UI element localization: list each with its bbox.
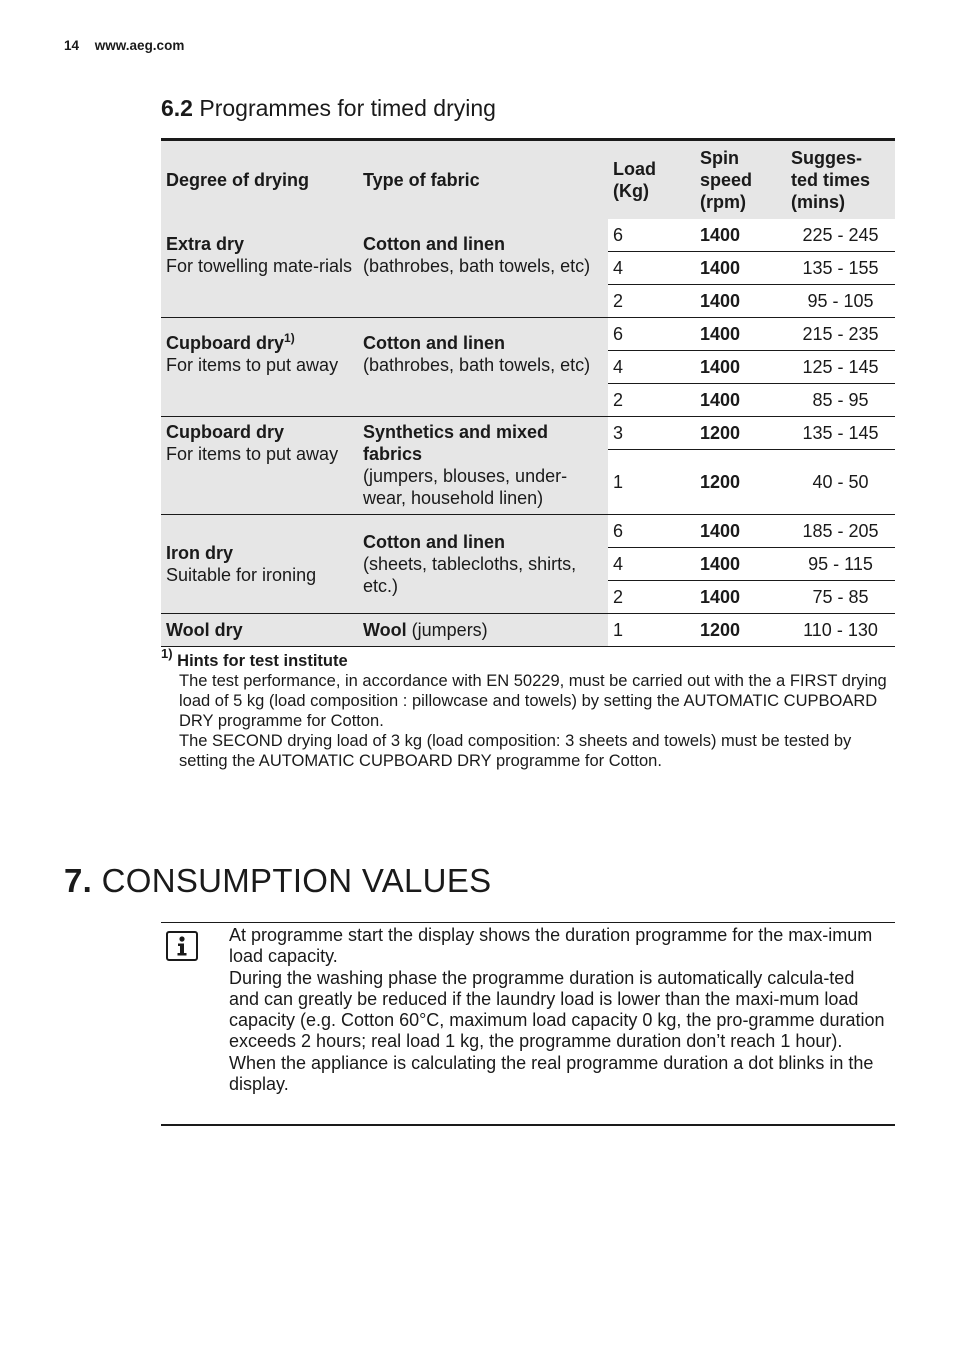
footnote-paragraph: The test performance, in accordance with EN 50229, must be carried out with the a FIRST drying load of 5 kg (load composition : pillowcase and towels) by setting the AUTOMATIC CUPBOARD DRY programme for Cotton. — [179, 672, 887, 730]
section-title — [161, 95, 496, 122]
spin-cell: 1400 — [695, 515, 786, 548]
info-box — [161, 922, 895, 1126]
load-cell: 6 — [608, 219, 695, 252]
time-cell: 85 - 95 — [786, 384, 895, 417]
footnote-paragraph: The SECOND drying load of 3 kg (load composition: 3 sheets and towels) must be tested by setting the AUTOMATIC CUPBOARD DRY programme for Cotton. — [179, 732, 852, 770]
spin-cell: 1400 — [695, 285, 786, 318]
time-cell: 135 - 145 — [786, 417, 895, 450]
info-text — [229, 925, 889, 1095]
header-spin: Spin speed (rpm) — [695, 140, 786, 220]
chapter-title-text: CONSUMPTION VALUES — [101, 862, 492, 899]
time-cell: 95 - 105 — [786, 285, 895, 318]
table-header-row — [161, 140, 895, 220]
footnote-heading: $^{1)}$ Hints for test institute — [161, 645, 348, 670]
time-cell: 135 - 155 — [786, 252, 895, 285]
load-cell: 1 — [608, 450, 695, 515]
time-cell: 215 - 235 — [786, 318, 895, 351]
load-cell: 6 — [608, 515, 695, 548]
table-row — [161, 614, 895, 647]
load-cell: 4 — [608, 252, 695, 285]
load-cell: 4 — [608, 351, 695, 384]
load-cell: 4 — [608, 548, 695, 581]
time-cell: 40 - 50 — [786, 450, 895, 515]
time-cell: 125 - 145 — [786, 351, 895, 384]
degree-cell: Cupboard dry For items to put away — [161, 417, 358, 515]
time-cell: 185 - 205 — [786, 515, 895, 548]
time-cell: 75 - 85 — [786, 581, 895, 614]
table-row — [161, 219, 895, 252]
spin-cell: 1400 — [695, 351, 786, 384]
website-link[interactable]: www.aeg.com — [94, 38, 185, 53]
section-number: 6.2 — [161, 95, 193, 121]
spin-cell: 1400 — [695, 318, 786, 351]
info-paragraph: When the appliance is calculating the real programme duration a dot blinks in the display. — [229, 1052, 874, 1095]
load-cell: 3 — [608, 417, 695, 450]
spin-cell: 1400 — [695, 219, 786, 252]
degree-cell: Wool dry — [161, 614, 358, 647]
table-row — [161, 515, 895, 548]
fabric-cell: Cotton and linen (bathrobes, bath towels, etc) — [358, 318, 608, 417]
footnote — [161, 645, 901, 771]
time-cell: 110 - 130 — [786, 614, 895, 647]
table-row — [161, 417, 895, 450]
page-header — [64, 38, 184, 53]
spin-cell: 1200 — [695, 614, 786, 647]
fabric-cell: Wool (jumpers) — [358, 614, 608, 647]
footnote-marker: 1) — [161, 645, 173, 661]
load-cell: 2 — [608, 581, 695, 614]
time-cell: 95 - 115 — [786, 548, 895, 581]
degree-cell: Iron dry Suitable for ironing — [161, 515, 358, 614]
load-cell: 6 — [608, 318, 695, 351]
fabric-cell: Cotton and linen (sheets, tablecloths, shirts, etc.) — [358, 515, 608, 614]
footnote-ref: 1) — [284, 331, 295, 345]
info-paragraph: During the washing phase the programme duration is automatically calcula-ted and can greatly be reduced if the laundry load is lower than the maxi-mum load capacity (e.g. Cotton 60°C, maximum load capacity 0 kg, the pro-gramme duration exceeds 2 hours; real load 1 kg, the programme duration don’t reach 1 hour). — [229, 967, 885, 1052]
info-paragraph: At programme start the display shows the duration programme for the max-imum load capacity. — [229, 925, 873, 967]
spin-cell: 1200 — [695, 450, 786, 515]
chapter-title — [64, 862, 491, 900]
degree-cell: Extra dry For towelling mate-rials — [161, 219, 358, 318]
time-cell: 225 - 245 — [786, 219, 895, 252]
spin-cell: 1400 — [695, 581, 786, 614]
spin-cell: 1200 — [695, 417, 786, 450]
fabric-cell: Cotton and linen (bathrobes, bath towels, etc) — [358, 219, 608, 318]
timed-drying-table — [161, 138, 895, 647]
table-row — [161, 318, 895, 351]
load-cell: 2 — [608, 384, 695, 417]
page-number: 14 — [64, 38, 80, 53]
info-icon — [166, 931, 198, 961]
spin-cell: 1400 — [695, 548, 786, 581]
chapter-number: 7. — [64, 862, 93, 899]
load-cell: 1 — [608, 614, 695, 647]
spin-cell: 1400 — [695, 384, 786, 417]
section-title-text: Programmes for timed drying — [199, 95, 496, 121]
load-cell: 2 — [608, 285, 695, 318]
header-degree: Degree of drying — [161, 140, 358, 220]
fabric-cell: Synthetics and mixed fabrics (jumpers, blouses, under-wear, household linen) — [358, 417, 608, 515]
degree-cell: Cupboard dry$^{1)}$ For items to put away — [161, 318, 358, 417]
spin-cell: 1400 — [695, 252, 786, 285]
header-fabric: Type of fabric — [358, 140, 608, 220]
header-time: Sugges- ted times (mins) — [786, 140, 895, 220]
header-load: Load (Kg) — [608, 140, 695, 220]
